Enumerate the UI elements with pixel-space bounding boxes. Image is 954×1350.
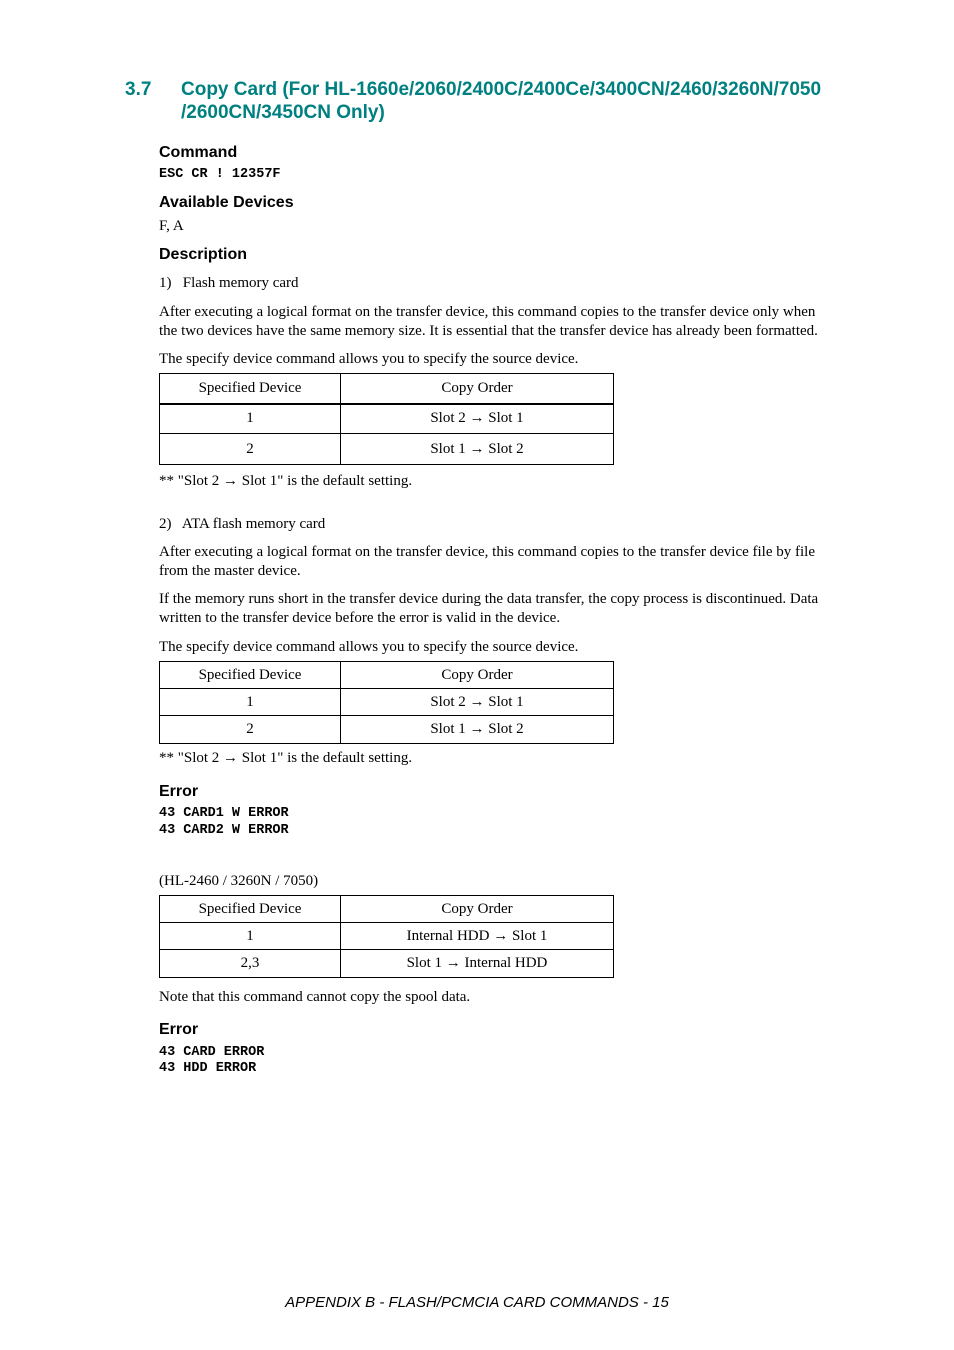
- error-heading: Error: [159, 1021, 199, 1038]
- section-number: 3.7: [125, 79, 152, 100]
- table-cell: Slot 1 → Slot 2: [341, 434, 614, 465]
- table-cell: 1: [160, 404, 341, 434]
- ata-para2-line2: written to the transfer device before the error is valid in the device.: [159, 609, 561, 626]
- error-code: 43 CARD ERROR: [159, 1045, 265, 1060]
- ata-item: 2) ATA flash memory card: [159, 516, 326, 532]
- ata-para3: The specify device command allows you to specify the source device.: [159, 639, 579, 655]
- hdd-table: [159, 895, 614, 978]
- page-footer: APPENDIX B - FLASH/PCMCIA CARD COMMANDS - 15: [285, 1294, 669, 1311]
- table-cell: 2,3: [160, 950, 341, 978]
- description-heading: Description: [159, 246, 248, 263]
- table-row: [160, 434, 614, 465]
- command-heading: Command: [159, 144, 238, 161]
- table-row: [160, 716, 614, 744]
- ata-para2: [159, 590, 879, 627]
- section-title-line2: /2600CN/3450CN Only): [181, 102, 385, 123]
- command-code: ESC CR ! 12357F: [159, 167, 281, 182]
- table-header-cell: Specified Device: [160, 374, 341, 404]
- table-header-cell: Copy Order: [341, 374, 614, 404]
- flash-item: 1) Flash memory card: [159, 275, 299, 291]
- section-title: [181, 78, 821, 124]
- table-cell: Slot 2 → Slot 1: [341, 689, 614, 716]
- ata-table: [159, 661, 614, 744]
- flash-default-note: ** "Slot 2 → Slot 1" is the default setting.: [159, 473, 413, 489]
- error-code: 43 CARD2 W ERROR: [159, 823, 289, 838]
- error-code: 43 HDD ERROR: [159, 1061, 257, 1076]
- flash-table: [159, 373, 614, 465]
- ata-para1-line1: After executing a logical format on the transfer device, this command copies to the transfer device file by file: [159, 544, 815, 560]
- hdd-models: (HL-2460 / 3260N / 7050): [159, 873, 319, 889]
- available-devices-value: F, A: [159, 218, 184, 234]
- table-row: [160, 923, 614, 950]
- ata-para1: [159, 543, 879, 580]
- table-cell: 1: [160, 689, 341, 716]
- flash-para1-line2: the two devices have the same memory size. It is essential that the transfer device has already been formatted.: [159, 322, 818, 339]
- available-devices-heading: Available Devices: [159, 194, 294, 211]
- ata-para1-line2: from the master device.: [159, 562, 301, 579]
- hdd-note: Note that this command cannot copy the spool data.: [159, 989, 471, 1005]
- ata-para2-line1: If the memory runs short in the transfer device during the data transfer, the copy process is discontinued. Data: [159, 591, 819, 607]
- error-heading: Error: [159, 783, 199, 800]
- ata-default-note: ** "Slot 2 → Slot 1" is the default setting.: [159, 750, 413, 766]
- table-row: [160, 404, 614, 434]
- table-cell: Internal HDD → Slot 1: [341, 923, 614, 950]
- table-header-cell: Copy Order: [341, 896, 614, 923]
- table-cell: Slot 1 → Internal HDD: [341, 950, 614, 978]
- table-row: [160, 950, 614, 978]
- section-title-line1: Copy Card (For HL-1660e/2060/2400C/2400Ce/3400CN/2460/3260N/7050: [181, 79, 822, 100]
- flash-para1: [159, 303, 879, 340]
- table-header-cell: Copy Order: [341, 662, 614, 689]
- flash-para2: The specify device command allows you to specify the source device.: [159, 351, 579, 367]
- table-row: [160, 689, 614, 716]
- table-header-cell: Specified Device: [160, 896, 341, 923]
- table-cell: 2: [160, 434, 341, 465]
- table-header-row: [160, 662, 614, 689]
- table-header-row: [160, 374, 614, 404]
- table-cell: Slot 2 → Slot 1: [341, 404, 614, 434]
- table-cell: 1: [160, 923, 341, 950]
- error-code: 43 CARD1 W ERROR: [159, 806, 289, 821]
- table-header-row: [160, 896, 614, 923]
- table-cell: 2: [160, 716, 341, 744]
- table-header-cell: Specified Device: [160, 662, 341, 689]
- flash-para1-line1: After executing a logical format on the transfer device, this command copies to the transfer device only when: [159, 304, 816, 320]
- table-cell: Slot 1 → Slot 2: [341, 716, 614, 744]
